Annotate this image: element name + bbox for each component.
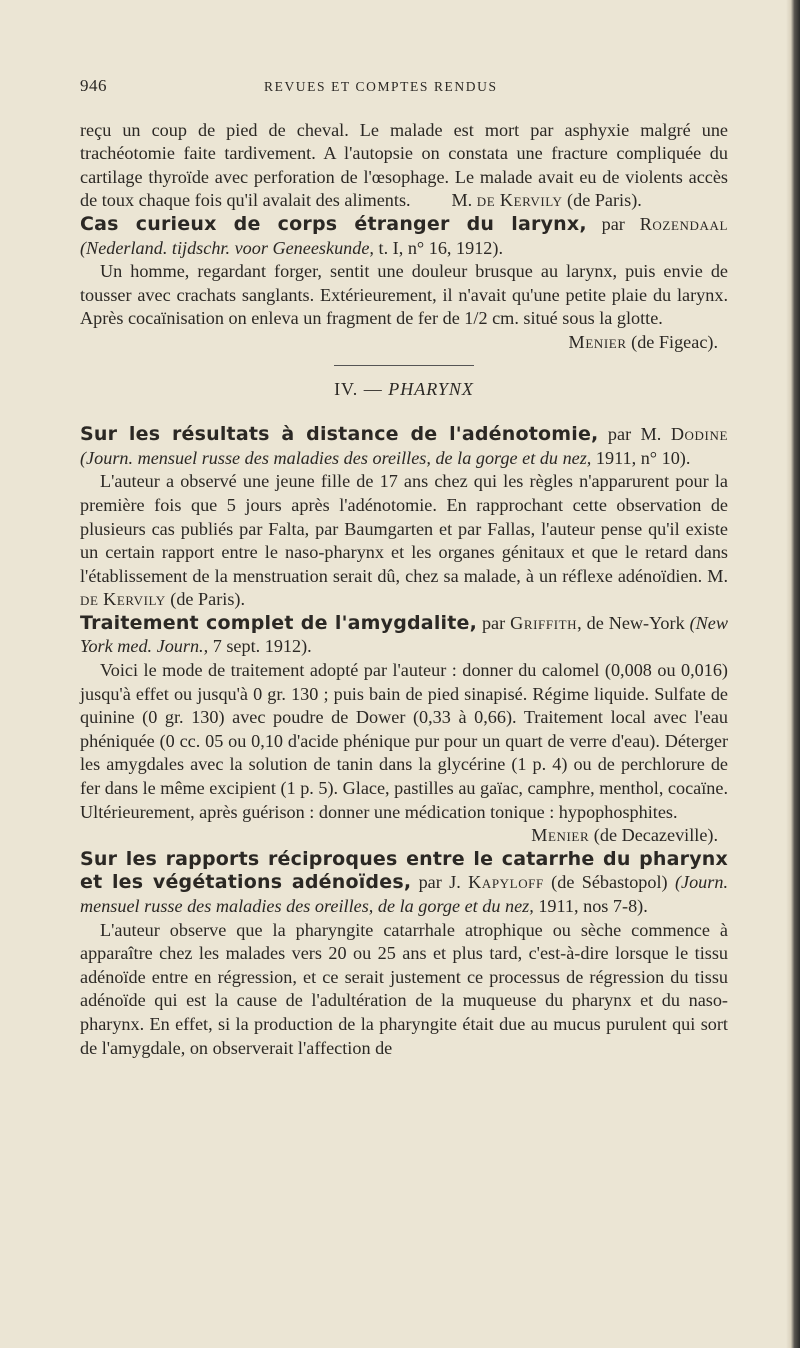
signature-name: Kervily	[499, 190, 563, 211]
section-name: PHARYNX	[388, 378, 474, 399]
article-corps-etranger	[80, 213, 728, 355]
article-source: (New York med. Journ.,	[80, 612, 728, 657]
article-source: (Nederland. tijdschr. voor Geneeskunde,	[80, 237, 374, 258]
article-catarrhe-pharynx	[80, 848, 728, 1060]
article-author: Rozendaal	[639, 213, 728, 234]
article-source: (Journ. mensuel russe des maladies des oreilles, de la gorge et du nez,	[80, 872, 728, 916]
signature: Menier (de Decazeville).	[531, 825, 718, 846]
article-title: Cas curieux de corps étranger du larynx,	[80, 212, 587, 235]
article-body: Voici le mode de traitement adopté par l'auteur : donner du calomel (0,008 ou 0,016) jusqu'à effet ou jusqu'à 0 gr. 130 ; puis bain de pied sinapisé. Régime liquide. Sulfate de quinine (0 gr. 130) avec poudre de Dower (0,33 à 0,66). Traitement local avec l'eau phéniquée (0 cc. 05 ou 0,10 d'acide phénique pur pour un quart de verre d'eau). Déterger les amygdales avec la solution de tanin dans la glycérine (1 p. 4) ou de perchlorure de fer dans le même excipient (1 p. 5). Glace, pastilles au gaïac, camphre, menthol, cocaïne. Ultérieurement, après guérison : donner une médication tonique : hypophosphites.	[80, 660, 728, 822]
running-head: REVUES ET COMPTES RENDUS	[264, 79, 498, 94]
article-body: L'auteur observe que la pharyngite catarrhale atrophique ou sèche commence à apparaître chez les malades vers 20 ou 25 ans et plus tard, c'est-à-dire lorsque le tissu adénoïde entre en régression, et ce serait justement ce processus de régression du tissu adénoïde qui est la cause de l'adultération de la muqueuse du pharynx et du naso-pharynx. En effet, si la production de la pharyngite était due au mucus purulent qui sort de l'amygdale, on observerait l'affection de	[80, 919, 728, 1058]
signature-name: Menier	[531, 825, 590, 846]
article-source: (Journ. mensuel russe des maladies des oreilles, de la gorge et du nez,	[80, 447, 592, 468]
signature-name: Kervily	[103, 589, 166, 610]
page-content	[80, 74, 728, 1060]
article-author: Kapyloff	[468, 872, 544, 893]
article-body: L'auteur a observé une jeune fille de 17 ans chez qui les règles n'apparurent pour la première fois que 5 jours après l'adénotomie. En rapprochant cette observation de plusieurs cas publiés par Falta, par Baumgarten et par Fallas, l'auteur pense qu'il existe un certain rapport entre le naso-pharynx et les organes génitaux et que le retard dans l'établissement de la menstruation serait dû, chez sa malade, à un réflexe adénoïdien. M. de Kervily (de Paris).	[80, 471, 728, 610]
signature: M. de Kervily (de Paris).	[451, 190, 642, 211]
paragraph-text: reçu un coup de pied de cheval. Le malade est mort par asphyxie malgré une trachéotomie faite tardivement. A l'autopsie on constata une fracture compliquée du cartilage thyroïde avec perforation de l'œsophage. Le malade avait eu de violents accès de toux chaque fois qu'il avalait des aliments.	[80, 119, 728, 211]
signature: Menier (de Figeac).	[568, 331, 718, 352]
article-author: Dodine	[670, 424, 728, 445]
article-body: Un homme, regardant forger, sentit une douleur brusque au larynx, puis envie de tousser avec crachats sanglants. Extérieurement, il n'avait qu'une petite plaie du larynx. Après cocaïnisation on enleva un fragment de fer de 1/2 cm. situé sous la glotte.	[80, 261, 728, 329]
article-title: Sur les résultats à distance de l'adénotomie,	[80, 423, 599, 446]
article-title: Sur les rapports réciproques entre le catarrhe du pharynx et les végétations adénoïdes,	[80, 847, 728, 894]
article-heading: Sur les rapports réciproques entre le catarrhe du pharynx et les végétations adénoïdes, par J. Kapyloff (de Sébastopol) (Journ. mensuel russe des maladies des oreilles, de la gorge et du nez, 1911, nos 7-8).	[80, 847, 728, 916]
article-adenotomie	[80, 423, 728, 612]
page-edge-shadow	[786, 0, 800, 1348]
page-header	[80, 74, 728, 99]
article-heading: Traitement complet de l'amygdalite, par Griffith, de New-York (New York med. Journ., 7 sept. 1912).	[80, 611, 728, 657]
section-heading: IV. — PHARYNX	[334, 378, 474, 399]
article-title: Traitement complet de l'amygdalite,	[80, 611, 478, 634]
signature-name: Menier	[568, 331, 627, 352]
section-divider	[334, 365, 474, 366]
paragraph-continuation	[80, 119, 728, 213]
article-amygdalite	[80, 612, 728, 848]
page-number: 946	[80, 76, 107, 95]
article-heading: Sur les résultats à distance de l'adénotomie, par M. Dodine (Journ. mensuel russe des maladies des oreilles, de la gorge et du nez, 1911, n° 10).	[80, 423, 728, 468]
signature: M. de Kervily (de Paris).	[80, 565, 728, 610]
article-author: Griffith	[510, 612, 578, 633]
article-heading: Cas curieux de corps étranger du larynx, par Rozendaal (Nederland. tijdschr. voor Geneeskunde, t. I, n° 16, 1912).	[80, 212, 728, 258]
